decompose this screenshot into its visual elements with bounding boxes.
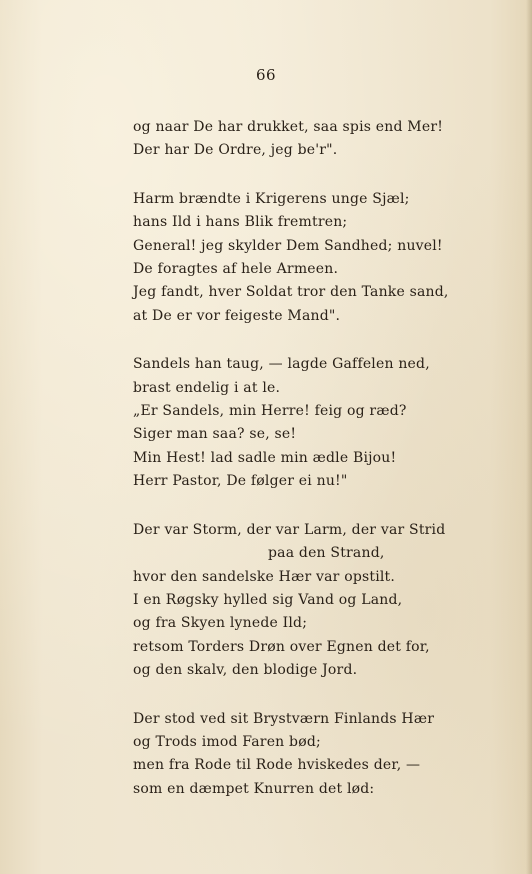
verse-line: Harm brændte i Krigerens unge Sjæl;	[133, 190, 410, 207]
verse-line: og den skalv, den blodige Jord.	[133, 662, 358, 679]
verse-line: Min Hest! lad sadle min ædle Bijou!	[133, 449, 397, 466]
stanza	[133, 519, 463, 683]
poem-text	[133, 116, 463, 826]
verse-line: hvor den sandelske Hær var opstilt.	[133, 568, 396, 585]
verse-line: og fra Skyen lynede Ild;	[133, 615, 308, 632]
page-number: 66	[255, 66, 277, 84]
verse-line: Jeg fandt, hver Soldat tror den Tanke sand,	[133, 284, 449, 301]
verse-line: Der har De Ordre, jeg be'r".	[133, 142, 338, 159]
verse-line: og Trods imod Faren bød;	[133, 733, 321, 750]
page-edge-shadow	[526, 0, 532, 874]
verse-line: „Er Sandels, min Herre! feig og ræd?	[133, 403, 407, 420]
verse-line: Sandels han taug, — lagde Gaffelen ned,	[133, 356, 430, 373]
verse-line: brast endelig i at le.	[133, 379, 281, 396]
verse-line: De foragtes af hele Armeen.	[133, 261, 339, 278]
stanza	[133, 188, 463, 328]
verse-line: og naar De har drukket, saa spis end Mer!	[133, 119, 444, 135]
verse-line: Herr Pastor, De følger ei nu!"	[133, 473, 348, 490]
verse-line-continuation: paa den Strand,	[268, 545, 385, 562]
stanza	[133, 353, 463, 493]
stanza	[133, 708, 463, 802]
verse-line: at De er vor feigeste Mand".	[133, 307, 341, 324]
verse-line: Der var Storm, der var Larm, der var Strid	[133, 521, 446, 538]
stanza	[133, 116, 463, 163]
verse-line: Siger man saa? se, se!	[133, 426, 297, 443]
verse-line: I en Røgsky hylled sig Vand og Land,	[133, 591, 403, 608]
verse-line: men fra Rode til Rode hviskedes der, —	[133, 757, 421, 774]
verse-line: hans Ild i hans Blik fremtren;	[133, 214, 348, 231]
verse-line: General! jeg skylder Dem Sandhed; nuvel!	[133, 237, 443, 254]
verse-line: retsom Torders Drøn over Egnen det for,	[133, 638, 430, 655]
verse-line: som en dæmpet Knurren det lød:	[133, 780, 375, 797]
verse-line: Der stod ved sit Brystværn Finlands Hær	[133, 710, 435, 727]
